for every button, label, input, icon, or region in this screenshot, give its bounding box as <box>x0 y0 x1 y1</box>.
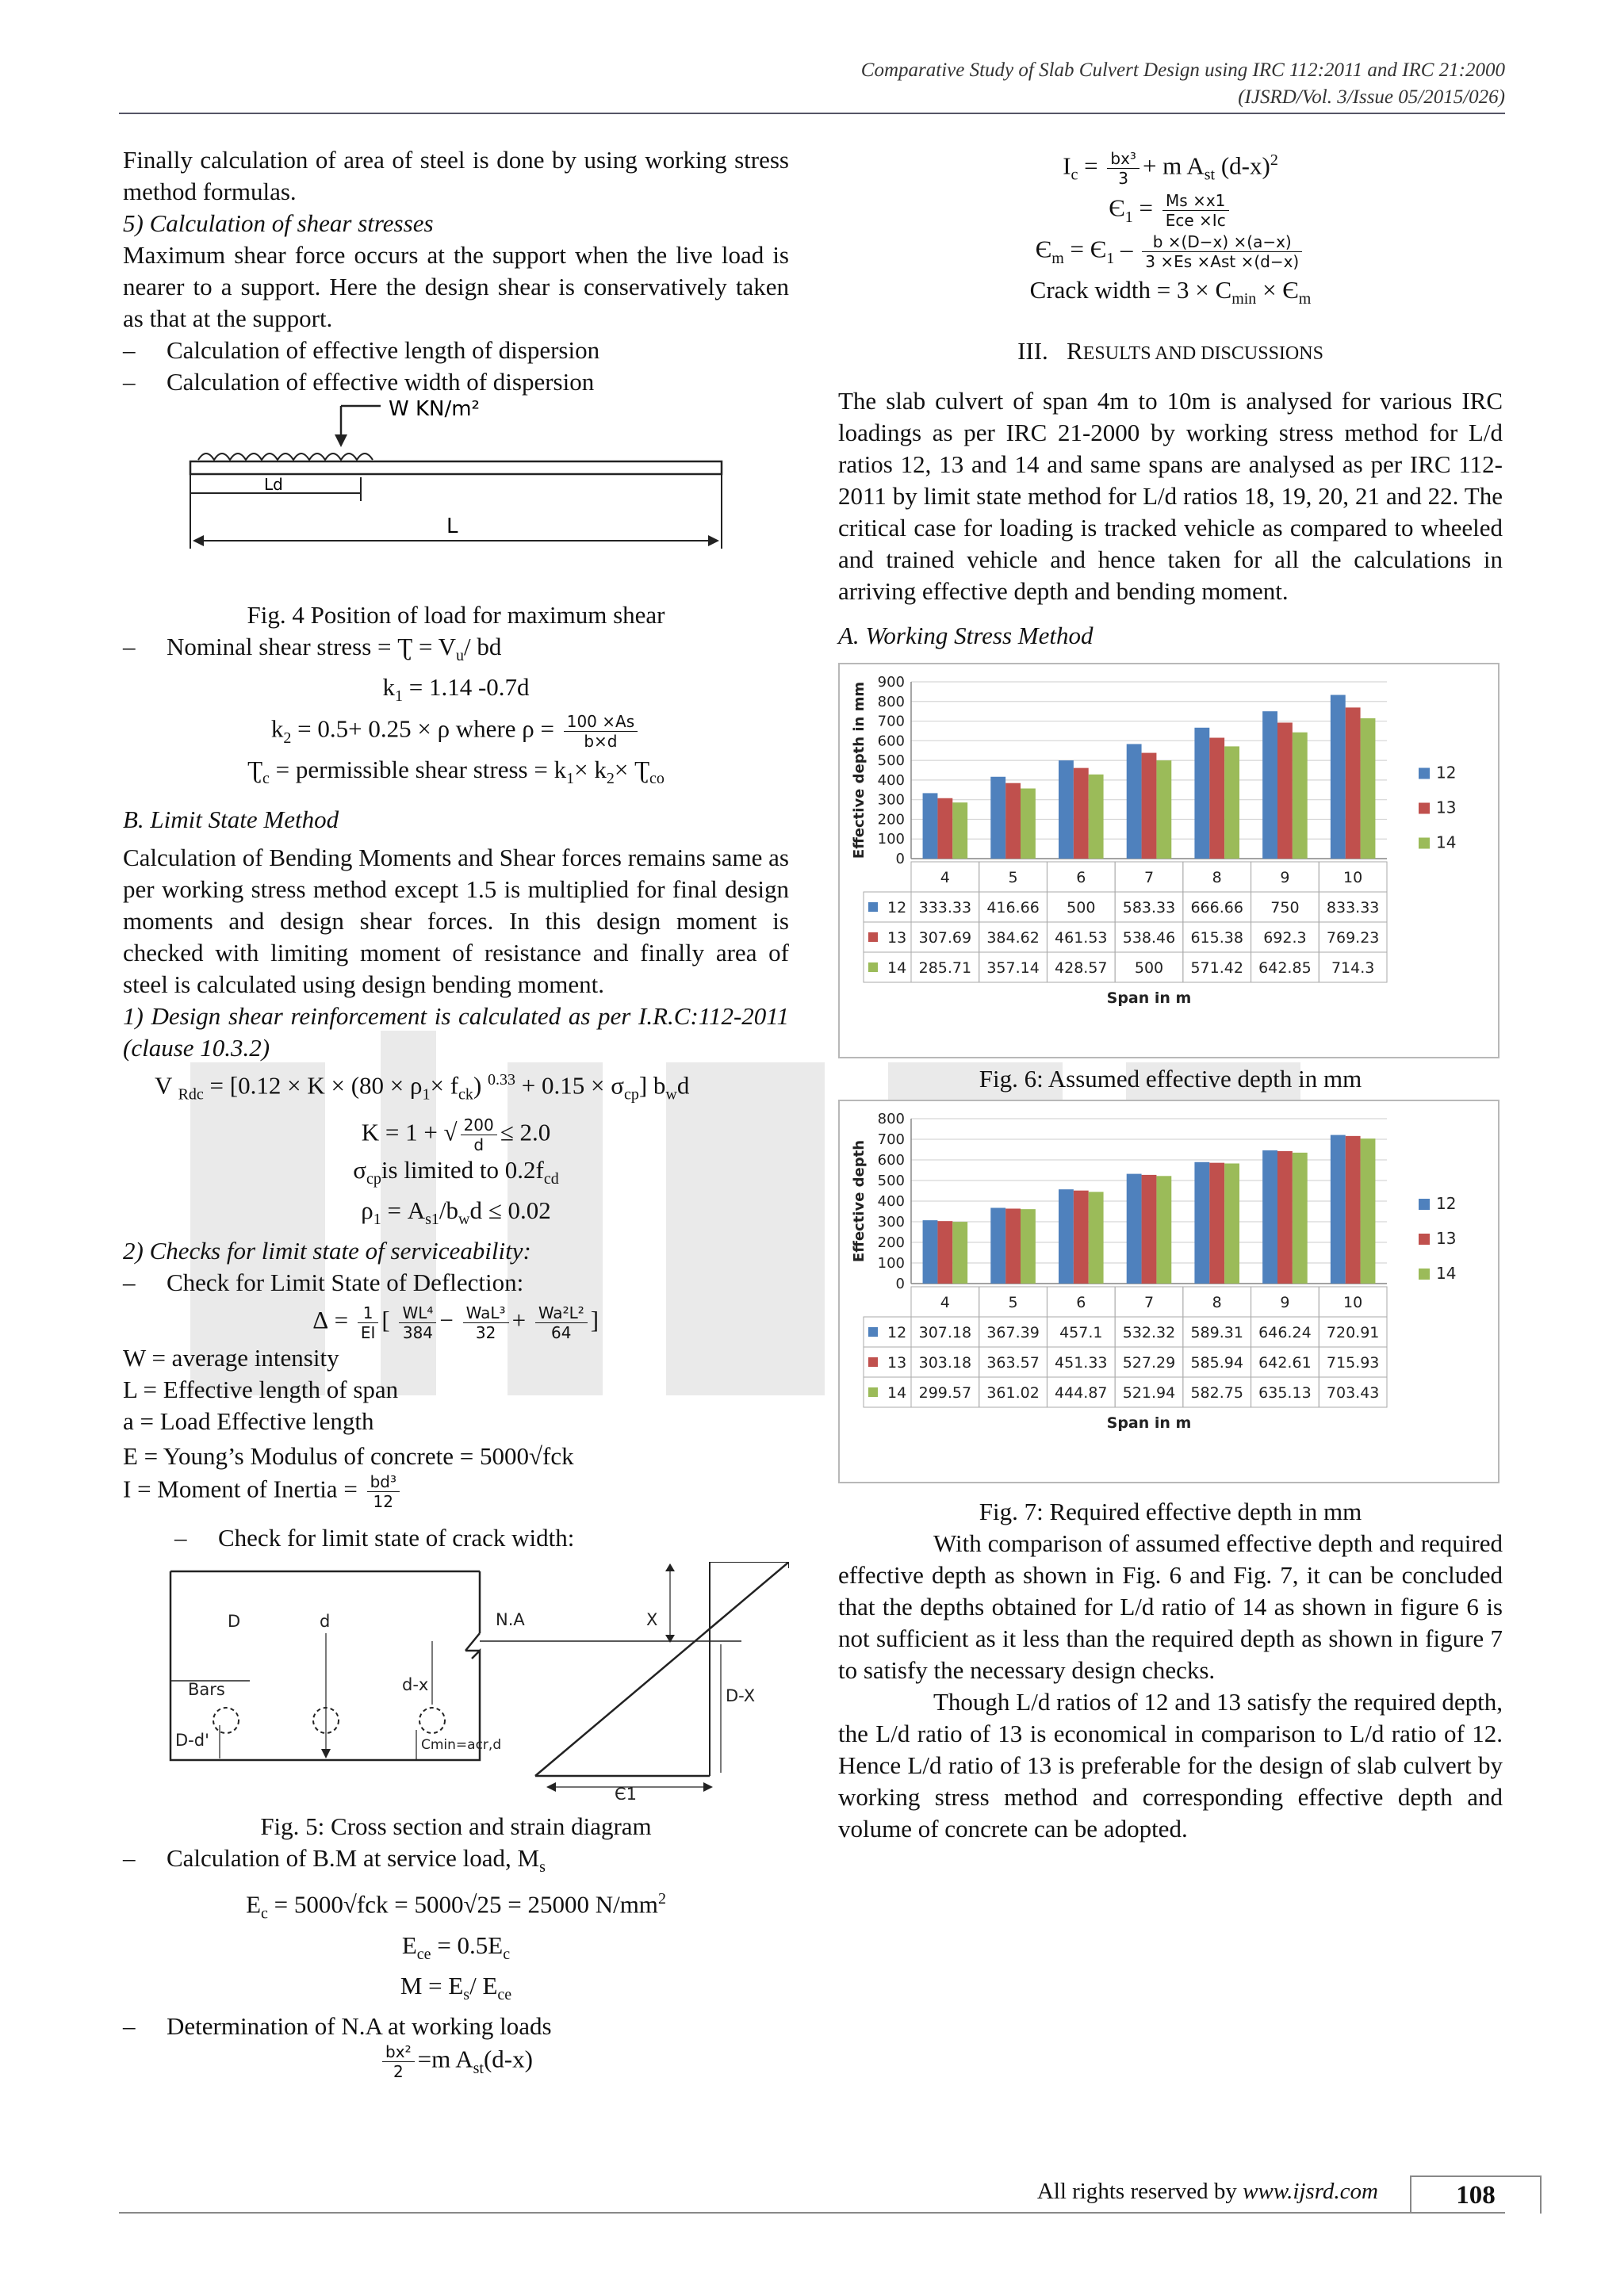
definition-E: E = Young’s Modulus of concrete = 5000√fck <box>123 1442 574 1471</box>
header-title: Comparative Study of Slab Culvert Design using IRC 112:2011 and IRC 21:2000 <box>860 59 1505 81</box>
equation-Ec: $E_c = 5000√fck = 5000√25 = 25000$ $N/mm^2$ <box>246 1890 666 1923</box>
data-label: 416.66 <box>986 899 1040 917</box>
equation-M: $M = E_s/$ $E_{ce}$ <box>400 1972 512 2004</box>
paragraph-comparison: With comparison of assumed effective depth and required effective depth as shown in Fig. 6 and Fig. 7, it can be concluded that the depths obtained for L/d ratio of 14 as shown in figure 6 is not sufficient as it less than the required depth as shown in figure 7 to satisfy the necessary design checks. <box>838 1529 1503 1685</box>
figure-6-caption: Fig. 6: Assumed effective depth in mm <box>979 1065 1362 1093</box>
footer-rights <box>1037 2179 1378 2205</box>
definition-a: a = Load Effective length <box>123 1407 374 1436</box>
label-dx: d-x <box>402 1675 429 1695</box>
left-column <box>123 144 789 2084</box>
bar-13-5 <box>1005 1209 1021 1284</box>
equation-Ece: $E_{ce} = 0.5E_c$ <box>401 1931 511 1964</box>
bullet-neutral-axis: – Determination of N.A at working loads <box>123 2011 789 2042</box>
data-label: 333.33 <box>918 899 972 917</box>
legend-label-14: 14 <box>1436 1264 1457 1284</box>
data-label: 357.14 <box>986 959 1040 978</box>
bar-14-7 <box>1156 760 1171 859</box>
heading-design-shear: 1) Design shear reinforcement is calculated as per I.R.C:112-2011 (clause 10.3.2) <box>123 1002 789 1062</box>
equation-sigma-cp: $\sigma_{cp}is$ limited to $0.2f_{cd}$ <box>353 1155 559 1188</box>
bar-12-10 <box>1331 695 1346 859</box>
equation-permissible-shear: $Ʈ_c$ = permissible shear stress = $k_1\times k_2\times$ $Ʈ_{co}$ <box>247 756 665 788</box>
table-series-label: 12 <box>887 899 907 917</box>
data-label: 589.31 <box>1190 1324 1243 1342</box>
y-tick-label: 200 <box>877 1234 905 1252</box>
table-series-label: 14 <box>887 1384 907 1402</box>
bar-12-7 <box>1127 744 1142 859</box>
bar-14-4 <box>952 803 967 859</box>
data-label: 457.1 <box>1059 1324 1103 1342</box>
bar-14-10 <box>1361 1138 1376 1284</box>
table-series-label: 13 <box>887 1354 907 1372</box>
data-label: 833.33 <box>1326 899 1380 917</box>
load-label: W KN/m² <box>389 398 480 421</box>
label-epsilon: Є1 <box>615 1785 638 1800</box>
equation-rho1: $\rho_1 = A_{s1}/b_wd \le 0.02$ <box>361 1196 551 1229</box>
label-DX: D-X <box>726 1686 756 1706</box>
legend-key-12 <box>1419 768 1430 779</box>
label-bars: Bars <box>188 1680 225 1700</box>
bullet-deflection: – Check for Limit State of Deflection: <box>123 1267 789 1299</box>
fraction-rho: $\frac{100 \times As}{b\times d}$ <box>564 712 638 751</box>
bar-14-8 <box>1224 747 1239 859</box>
data-label: 720.91 <box>1326 1324 1380 1342</box>
equation-epsilon-m: $Є_m = Є_1$ – $\frac{b \times(D-x) \times(a-x)}{\text{3 ×Es ×Ast ×(d−x)}}$ <box>838 232 1503 274</box>
ld-label: Ld <box>264 475 283 494</box>
data-label: 582.75 <box>1190 1384 1243 1402</box>
equation-K: K = 1 + √ $\frac{200}{d}$ ≤ 2.0 <box>361 1115 551 1154</box>
y-tick-label: 300 <box>877 791 905 809</box>
figure-5-caption: Fig. 5: Cross section and strain diagram <box>260 1812 652 1841</box>
data-label: 303.18 <box>918 1354 972 1372</box>
y-tick-label: 500 <box>877 752 905 770</box>
y-tick-label: 800 <box>877 694 905 711</box>
x-tick-label: 5 <box>1008 1294 1018 1312</box>
bar-12-9 <box>1262 711 1277 859</box>
equation-nominal-shear: – Nominal shear stress = Ʈ = $V_u/$ bd <box>123 631 789 672</box>
x-tick-label: 6 <box>1076 1294 1086 1312</box>
footer-text: All rights reserved by <box>1036 2179 1237 2204</box>
footer-website-link[interactable]: www.ijsrd.com <box>1243 2179 1378 2204</box>
data-label: 769.23 <box>1326 929 1380 947</box>
bar-13-5 <box>1005 783 1021 859</box>
x-tick-label: 7 <box>1143 869 1155 887</box>
y-tick-label: 700 <box>877 713 905 730</box>
x-axis-title: Span in m <box>1106 989 1192 1008</box>
table-legend-key <box>868 1357 878 1367</box>
y-tick-label: 200 <box>877 811 905 828</box>
bar-14-10 <box>1361 718 1376 859</box>
x-axis-title: Span in m <box>1106 1414 1192 1433</box>
y-tick-label: 400 <box>877 772 905 790</box>
label-cmin: Cmin=acr,d <box>421 1737 502 1754</box>
data-label: 307.18 <box>918 1324 972 1342</box>
y-tick-label: 300 <box>877 1214 905 1231</box>
legend-label-13: 13 <box>1436 798 1457 817</box>
label-NA: N.A <box>496 1610 525 1630</box>
data-label: 428.57 <box>1055 959 1108 978</box>
definition-L: L = Effective length of span <box>123 1376 399 1404</box>
data-label: 285.71 <box>918 959 972 978</box>
data-label: 521.94 <box>1122 1384 1176 1402</box>
heading-shear-stresses: 5) Calculation of shear stresses <box>123 209 434 237</box>
bar-14-5 <box>1021 789 1036 859</box>
label-X: X <box>646 1610 658 1630</box>
heading-limit-state: B. Limit State Method <box>123 806 339 834</box>
figure-7-caption: Fig. 7: Required effective depth in mm <box>979 1498 1362 1526</box>
legend-key-12 <box>1419 1199 1430 1210</box>
right-column <box>838 144 1503 1845</box>
equation-Ic: $I_c$ = $\frac{\text{bx³}}{3}$ + m $A_{st}$ $(d-x)^2$ <box>1063 148 1278 188</box>
y-tick-label: 100 <box>877 1255 905 1272</box>
section-heading-results: III. RESULTS AND DISCUSSIONS <box>1017 337 1323 365</box>
bar-13-9 <box>1277 723 1293 859</box>
paragraph-max-shear: Maximum shear force occurs at the support when the live load is nearer to a support. Here the design shear is conservatively taken as that at the support. <box>123 241 789 332</box>
paragraph-steel-area: Finally calculation of area of steel is done by using working stress method formulas. <box>123 146 789 205</box>
table-legend-key <box>868 932 878 942</box>
data-label: 585.94 <box>1190 1354 1243 1372</box>
heading-serviceability: 2) Checks for limit state of serviceability: <box>123 1237 531 1265</box>
heading-working-stress: A. Working Stress Method <box>838 622 1094 650</box>
data-label: 363.57 <box>986 1354 1040 1372</box>
running-header <box>861 57 1505 111</box>
x-tick-label: 5 <box>1008 869 1018 887</box>
bar-13-6 <box>1074 768 1089 859</box>
table-legend-key <box>868 902 878 912</box>
data-label: 367.39 <box>986 1324 1040 1342</box>
bar-12-8 <box>1194 728 1209 859</box>
data-label: 703.43 <box>1326 1384 1380 1402</box>
bullet-dispersion-width: – Calculation of effective width of dispersion <box>123 366 789 398</box>
y-tick-label: 700 <box>877 1131 905 1149</box>
y-axis-title: Effective depth <box>851 1140 868 1263</box>
legend-label-13: 13 <box>1436 1229 1457 1249</box>
slab-beam <box>190 461 722 474</box>
data-label: 666.66 <box>1190 899 1243 917</box>
figure-7-chart <box>838 1100 1500 1483</box>
table-series-label: 14 <box>887 959 907 978</box>
data-label: 299.57 <box>918 1384 972 1402</box>
x-tick-label: 7 <box>1143 1294 1155 1312</box>
bar-13-10 <box>1346 1136 1361 1284</box>
data-label: 451.33 <box>1055 1354 1108 1372</box>
x-tick-label: 4 <box>940 869 950 887</box>
bar-13-8 <box>1209 738 1224 859</box>
header-rule <box>119 113 1505 114</box>
definition-I: I = Moment of Inertia = $\frac{\text{bd³}}{12}$ <box>123 1472 789 1511</box>
data-label: 642.61 <box>1258 1354 1312 1372</box>
bar-12-4 <box>923 794 938 859</box>
bar-13-4 <box>937 1221 952 1284</box>
bullet-crack-width: – Check for limit state of crack width: <box>174 1522 789 1554</box>
data-label: 538.46 <box>1122 929 1176 947</box>
y-tick-label: 600 <box>877 1152 905 1169</box>
data-label: 307.69 <box>918 929 972 947</box>
bar-13-7 <box>1142 1175 1157 1284</box>
bar-12-4 <box>923 1220 938 1284</box>
legend-label-14: 14 <box>1436 832 1457 852</box>
bar-12-6 <box>1059 1189 1074 1284</box>
y-tick-label: 400 <box>877 1193 905 1211</box>
y-tick-label: 600 <box>877 733 905 750</box>
bullet-bm-service: – Calculation of B.M at service load, $M_s$ <box>123 1843 789 1883</box>
data-label: 500 <box>1067 899 1096 917</box>
table-legend-key <box>868 1387 878 1397</box>
y-tick-label: 0 <box>895 1276 905 1293</box>
bar-13-9 <box>1277 1151 1293 1284</box>
legend-key-13 <box>1419 803 1430 814</box>
data-label: 461.53 <box>1055 929 1108 947</box>
fraction-200-d: $\frac{200}{d}$ <box>461 1115 497 1154</box>
legend-label-12: 12 <box>1436 763 1457 783</box>
bar-14-7 <box>1156 1177 1171 1284</box>
label-d: d <box>320 1612 331 1632</box>
table-series-label: 12 <box>887 1324 907 1342</box>
equation-k2: $k_2 = 0.5+ 0.25 \times \rho$ where ρ = $\frac{100 \times As}{b\times d}$ <box>123 712 789 754</box>
legend-label-12: 12 <box>1436 1194 1457 1214</box>
y-tick-label: 900 <box>877 674 905 691</box>
udl-load-curls <box>198 453 373 460</box>
data-label: 646.24 <box>1258 1324 1312 1342</box>
bar-14-5 <box>1021 1209 1036 1284</box>
chart-assumed-depth <box>840 664 1498 1057</box>
bullet-dispersion-length: – Calculation of effective length of dispersion <box>123 335 789 366</box>
label-dd: D-d' <box>175 1731 209 1751</box>
bar-12-5 <box>990 777 1005 859</box>
data-label: 527.29 <box>1122 1354 1176 1372</box>
bar-14-6 <box>1089 1192 1104 1284</box>
bar-14-8 <box>1224 1164 1239 1284</box>
bar-13-7 <box>1142 753 1157 859</box>
data-label: 692.3 <box>1263 929 1307 947</box>
y-tick-label: 500 <box>877 1173 905 1190</box>
x-tick-label: 8 <box>1212 869 1222 887</box>
bar-12-9 <box>1262 1150 1277 1284</box>
equation-vrdc: V $_{Rdc} = [0.12 \times K \times (80 \times \rho_1\times f_{ck})$ $^{0.33} + 0.15 \times \sigma_{cp}$] $b_wd$ <box>155 1071 690 1104</box>
paragraph-conclusion: Though L/d ratios of 12 and 13 satisfy the required depth, the L/d ratio of 13 is economical in comparison to L/d ratio of 12. Hence L/d ratio of 13 is preferable for the design of slab culvert by working stress method and corresponding effective depth and volume of concrete can be adopted. <box>838 1688 1503 1843</box>
chart-required-depth <box>840 1101 1498 1482</box>
bar-12-8 <box>1194 1162 1209 1284</box>
definition-W: W = average intensity <box>123 1344 339 1372</box>
bar-13-4 <box>937 798 952 859</box>
bar-14-9 <box>1293 1153 1308 1284</box>
footer-rule <box>119 2212 1505 2214</box>
data-label: 750 <box>1270 899 1300 917</box>
table-series-label: 13 <box>887 929 907 947</box>
data-label: 444.87 <box>1055 1384 1108 1402</box>
legend-key-14 <box>1419 838 1430 849</box>
data-label: 642.85 <box>1258 959 1312 978</box>
equation-neutral-axis: $\frac{\text{bx²}}{2}$ =m $A_{st}(d-x)$ <box>123 2042 789 2084</box>
data-label: 384.62 <box>986 929 1040 947</box>
table-legend-key <box>868 1327 878 1337</box>
table-legend-key <box>868 962 878 972</box>
legend-key-13 <box>1419 1234 1430 1245</box>
header-volume: (IJSRD/Vol. 3/Issue 05/2015/026) <box>1238 86 1505 108</box>
data-label: 635.13 <box>1258 1384 1312 1402</box>
figure-4-load-position <box>123 398 789 580</box>
equation-epsilon1: $Є_1$ = $\frac{Ms \times x1}{\text{Ece ×Ic}}$ <box>838 191 1503 233</box>
bar-12-10 <box>1331 1135 1346 1284</box>
data-label: 714.3 <box>1331 959 1375 978</box>
figure-6-chart <box>838 663 1500 1058</box>
bar-13-10 <box>1346 708 1361 859</box>
equation-k1: $k_1 = 1.14$ -0.7d <box>382 673 530 706</box>
y-tick-label: 0 <box>895 851 905 868</box>
paragraph-limit-state: Calculation of Bending Moments and Shear forces remains same as per working stress method except 1.5 is multiplied for final design moments and design shear forces. In this design moment is checked with limiting moment of resistance and finally area of steel is calculated using design bending moment. <box>123 844 789 999</box>
x-tick-label: 9 <box>1280 1294 1290 1312</box>
data-label: 583.33 <box>1122 899 1176 917</box>
figure-4-caption: Fig. 4 Position of load for maximum shear <box>247 601 665 629</box>
page-number: 108 <box>1410 2175 1542 2214</box>
bar-14-4 <box>952 1222 967 1284</box>
x-tick-label: 4 <box>940 1294 950 1312</box>
data-label: 361.02 <box>986 1384 1040 1402</box>
data-label: 715.93 <box>1326 1354 1380 1372</box>
bar-14-6 <box>1089 775 1104 859</box>
y-axis-title: Effective depth in mm <box>851 682 868 859</box>
y-tick-label: 100 <box>877 831 905 848</box>
span-label: L <box>446 515 458 538</box>
legend-key-14 <box>1419 1269 1430 1280</box>
data-label: 615.38 <box>1190 929 1243 947</box>
x-tick-label: 9 <box>1280 869 1290 887</box>
x-tick-label: 8 <box>1212 1294 1222 1312</box>
x-tick-label: 10 <box>1343 1294 1363 1312</box>
equation-crack-width: Crack width = $3 \times C_{min} \times Є_m$ <box>1029 276 1312 308</box>
data-label: 532.32 <box>1122 1324 1176 1342</box>
figure-5-cross-section <box>123 1562 789 1800</box>
data-label: 500 <box>1134 959 1164 978</box>
x-tick-label: 10 <box>1343 869 1363 887</box>
bar-12-7 <box>1127 1174 1142 1284</box>
bar-13-8 <box>1209 1163 1224 1284</box>
bar-14-9 <box>1293 733 1308 859</box>
bar-12-5 <box>990 1208 1005 1284</box>
bar-12-6 <box>1059 760 1074 859</box>
label-D: D <box>228 1612 241 1632</box>
data-label: 571.42 <box>1190 959 1243 978</box>
equation-deflection: ∆ = $\frac{1}{EI}$ [ $\frac{\text{WL⁴}}{384}$ − $\frac{\text{WaL³}}{32}$ + $\frac{\text{Wa²L²}}{64}$ ] <box>312 1303 599 1343</box>
x-tick-label: 6 <box>1076 869 1086 887</box>
bar-13-6 <box>1074 1191 1089 1284</box>
y-tick-label: 800 <box>877 1111 905 1128</box>
paragraph-results: The slab culvert of span 4m to 10m is analysed for various IRC loadings as per IRC 21-2000 by working stress method for L/d ratios 12, 13 and 14 and same spans are analysed as per IRC 112-2011 by limit state method for L/d ratios 18, 19, 20, 21 and 22. The critical case for loading is tracked vehicle as compared to wheeled and trained vehicle and hence taken for all the calculations in arriving effective depth and bending moment. <box>838 387 1503 606</box>
